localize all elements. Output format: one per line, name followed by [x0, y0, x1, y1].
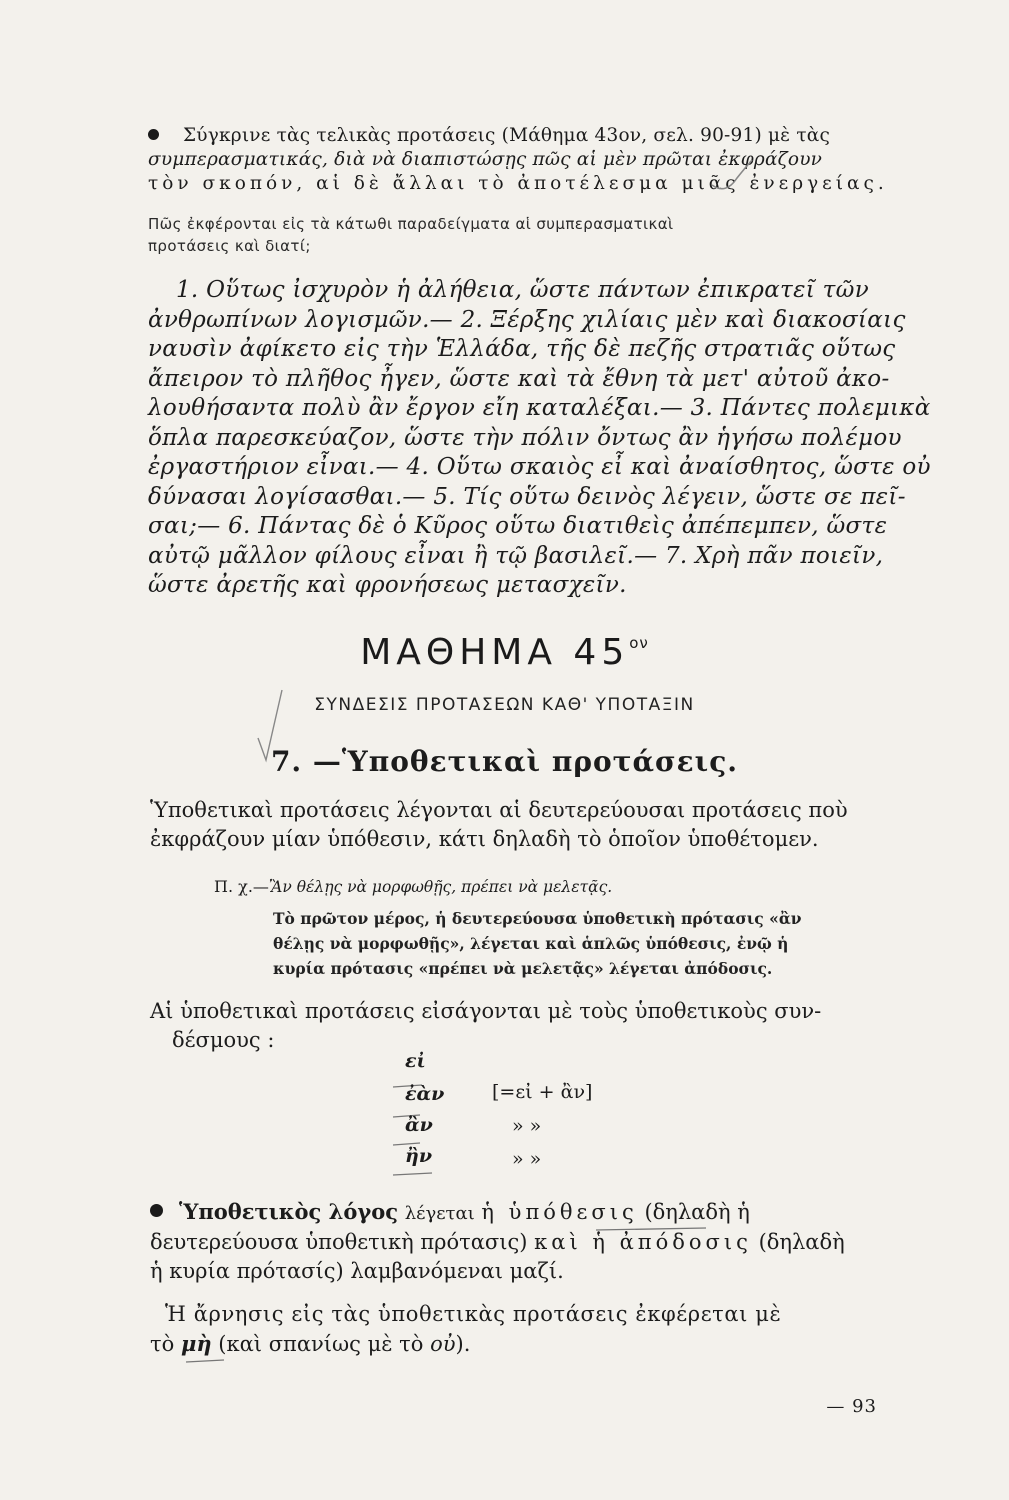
- note-line-2: θέλῃς νὰ μορφωθῇς», λέγεται καὶ ἁπλῶς ὑπόθεσις, ἐνῷ ἡ: [273, 934, 789, 953]
- logos-line-3: ἡ κυρία πρότασίς) λαμβανόμεναι μαζί.: [150, 1259, 564, 1283]
- definition-line-2: ἐκφράζουν μίαν ὑπόθεσιν, κάτι δηλαδὴ τὸ ὁποῖον ὑποθέτομεν.: [150, 827, 819, 851]
- ditto-marks: » »: [512, 1115, 542, 1137]
- example-line: ὥστε ἀρετῆς καὶ φρονήσεως μετασχεῖν.: [148, 572, 627, 598]
- conjunction-equivalence: [=εἰ + ἂν]: [492, 1081, 593, 1103]
- logos-line-1: Ὑποθετικὸς λόγος λέγεται ἡ ὑπόθεσις (δηλαδὴ ἡ: [150, 1197, 880, 1228]
- ditto-marks: » »: [512, 1148, 542, 1170]
- lesson-title: ΜΑΘΗΜΑ $45^{o\nu}$: [360, 632, 649, 673]
- example-line: ἀνθρωπίνων λογισμῶν.— 2. Ξέρξης χιλίαις μὲν καὶ διακοσίαις: [148, 306, 906, 333]
- negation-line-2: τὸ μὴ (καὶ σπανίως μὲ τὸ οὐ).: [150, 1331, 471, 1356]
- conjunction-item: ἂν: [405, 1114, 433, 1136]
- bullet-icon: [150, 1204, 163, 1217]
- page-number: — 93: [826, 1396, 877, 1417]
- example-sentence: [214, 877, 612, 896]
- conjunction-item: ἢν: [405, 1145, 432, 1167]
- example-line: λουθήσαντα πολὺ ἂν ἔργον εἴη καταλέξαι.— 3. Πάντες πολεμικὰ: [148, 395, 931, 421]
- example-line: ἄπειρον τὸ πλῆθος ἦγεν, ὥστε καὶ τὰ ἔθνη τὰ μετ' αὐτοῦ ἀκο-: [148, 365, 890, 392]
- conjunctions-intro-2: δέσμους :: [172, 1028, 275, 1052]
- example-line: ναυσὶν ἀφίκετο εἰς τὴν Ἑλλάδα, τῆς δὲ πεζῆς στρατιᾶς οὕτως: [148, 336, 896, 362]
- logos-paragraph: [150, 1197, 880, 1286]
- note-line-1: Τὸ πρῶτον μέρος, ἡ δευτερεύουσα ὑποθετικὴ πρότασις «ἂν: [273, 909, 802, 928]
- intro-line-2: συμπερασματικάς, διὰ νὰ διαπιστώσῃς πῶς αἱ μὲν πρῶται ἐκφράζουν: [148, 149, 823, 170]
- conjunction-item: ἐὰν: [405, 1083, 445, 1105]
- example-line: αὐτῷ μᾶλλον φίλους εἶναι ἢ τῷ βασιλεῖ.— 7. Χρὴ πᾶν ποιεῖν,: [148, 542, 884, 569]
- negation-paragraph: [150, 1300, 880, 1359]
- pencil-underline: [393, 1173, 432, 1175]
- check-mark-icon: [258, 690, 282, 760]
- intro-line-3: τὸν σκοπόν, αἱ δὲ ἄλλαι τὸ ἀποτέλεσμα μιᾶς ἐνεργείας.: [148, 173, 888, 194]
- note-paragraph: [273, 906, 873, 981]
- example-text: Ἂν θέλῃς νὰ μορφωθῇς, πρέπει νὰ μελετᾷς.: [268, 878, 613, 896]
- definition-paragraph: [150, 796, 880, 854]
- conjunction-item: εἰ: [405, 1050, 426, 1072]
- negation-line-1: Ἡ ἄρνησις εἰς τὰς ὑποθετικὰς προτάσεις ἐκφέρεται μὲ: [165, 1302, 782, 1326]
- logos-line-2: δευτερεύουσα ὑποθετικὴ πρότασις) καὶ ἡ ἀπόδοσις (δηλαδὴ: [150, 1230, 845, 1254]
- question-line-1: Πῶς ἐκφέρονται εἰς τὰ κάτωθι παραδείγματα αἱ συμπερασματικαὶ: [148, 215, 674, 233]
- example-line: ὅπλα παρεσκεύαζον, ὥστε τὴν πόλιν ὄντως ἂν ἡγήσω πολέμου: [148, 424, 902, 451]
- example-label: Π. χ.—: [214, 877, 269, 896]
- conjunctions-intro-1: Αἱ ὑποθετικαὶ προτάσεις εἰσάγονται μὲ τοὺς ὑποθετικοὺς συν-: [150, 999, 822, 1023]
- definition-line-1: Ὑποθετικαὶ προτάσεις λέγονται αἱ δευτερεύουσαι προτάσεις ποὺ: [150, 798, 848, 822]
- example-line: 1. Οὕτως ἰσχυρὸν ἡ ἀλήθεια, ὥστε πάντων ἐπικρατεῖ τῶν: [176, 277, 870, 303]
- conjunctions-paragraph: [150, 997, 880, 1055]
- intro-line-1: Σύγκρινε τὰς τελικὰς προτάσεις (Μάθημα 43ον, σελ. 90-91) μὲ τὰς: [148, 124, 878, 148]
- check-mark-icon: [712, 160, 752, 189]
- example-line: σαι;— 6. Πάντας δὲ ὁ Κῦρος οὕτω διατιθεὶς ἀπέπεμπεν, ὥστε: [148, 513, 888, 539]
- example-line: ἐργαστήριον εἶναι.— 4. Οὕτω σκαιὸς εἶ καὶ ἀναίσθητος, ὥστε οὐ: [148, 454, 931, 480]
- note-line-3: κυρία πρότασις «πρέπει νὰ μελετᾷς» λέγεται ἀπόδοσις.: [273, 959, 773, 978]
- section-heading: 7. —Ὑποθετικαὶ προτάσεις.: [270, 745, 739, 778]
- lesson-subtitle: ΣΥΝΔΕΣΙΣ ΠΡΟΤΑΣΕΩΝ ΚΑΘ' ΥΠΟΤΑΞΙΝ: [314, 695, 695, 715]
- lesson-title-suffix: ον: [629, 634, 649, 652]
- pencil-underline: [186, 1360, 224, 1362]
- question-line-2: προτάσεις καὶ διατί;: [148, 237, 311, 255]
- example-line: δύνασαι λογίσασθαι.— 5. Τίς οὕτω δεινὸς λέγειν, ὥστε σε πεῖ-: [148, 483, 906, 510]
